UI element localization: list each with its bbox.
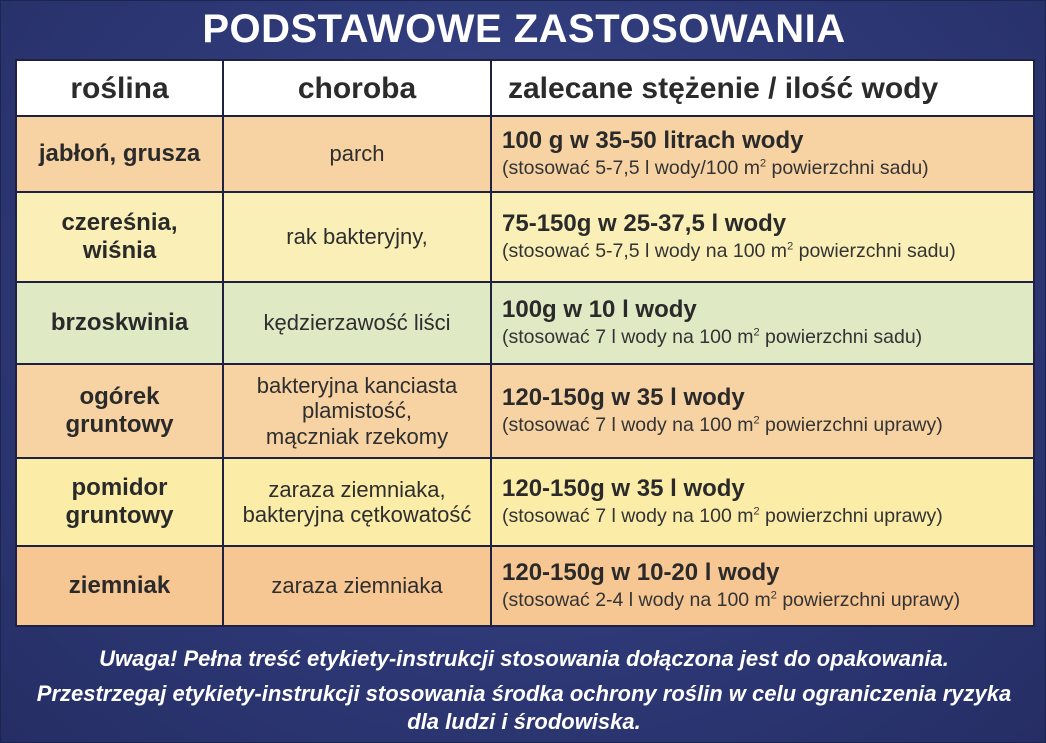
dose-note: (stosować 2-4 l wody na 100 $m^2$ powierzchni uprawy) — [502, 589, 961, 612]
disease-cell — [223, 546, 491, 626]
disease-name: plamistość, — [301, 398, 413, 424]
dose-amount: 100g w 10 l wody — [502, 296, 697, 324]
disease-name: kędzierzawość liści — [263, 310, 451, 336]
dose-note: (stosować 5-7,5 l wody na 100 $m^2$ powierzchni sadu) — [502, 240, 956, 263]
disease-cell — [223, 116, 491, 192]
plant-name: gruntowy — [65, 411, 174, 438]
header-dose: zalecane stężenie / ilość wody — [491, 60, 1034, 116]
disease-name: bakteryjna cętkowatość — [242, 502, 472, 527]
plant-cell — [16, 116, 223, 192]
table-row — [16, 364, 1034, 458]
safety-note-line: dla ludzi i środowiska. — [407, 708, 641, 734]
dose-amount: 100 g w 35-50 litrach wody — [502, 127, 804, 155]
table-row — [16, 282, 1034, 364]
plant-cell — [16, 192, 223, 282]
disease-name: parch — [329, 141, 385, 167]
disease-name: mączniak rzekomy — [265, 423, 449, 449]
plant-name: pomidor — [71, 474, 168, 502]
table-header-row — [16, 60, 1034, 116]
warning-note: Uwaga! Pełna treść etykiety-instrukcji stosowania dołączona jest do opakowania. — [99, 646, 949, 671]
disease-cell — [223, 458, 491, 546]
disease-name: zaraza ziemniaka, — [268, 476, 446, 502]
dose-amount: 120-150g w 35 l wody — [502, 384, 745, 412]
header-disease: choroba — [223, 60, 491, 116]
plant-name: czereśnia, — [61, 209, 178, 237]
dose-note: (stosować 7 l wody na 100 $m^2$ powierzchni uprawy) — [502, 505, 943, 528]
usage-table — [15, 59, 1035, 627]
plant-name: ogórek — [79, 383, 160, 411]
plant-name: gruntowy — [65, 502, 174, 529]
safety-note-line: Przestrzegaj etykiety-instrukcji stosowania środka ochrony roślin w celu ograniczenia ryzyka — [36, 681, 1012, 706]
table-row — [16, 192, 1034, 282]
table-row — [16, 546, 1034, 626]
dose-amount: 120-150g w 10-20 l wody — [502, 559, 780, 587]
table-row — [16, 116, 1034, 192]
page-title: PODSTAWOWE ZASTOSOWANIA — [202, 7, 846, 51]
safety-note — [1, 680, 1046, 735]
dose-amount: 75-150g w 25-37,5 l wody — [502, 210, 787, 238]
dose-amount: 120-150g w 35 l wody — [502, 475, 745, 503]
dose-cell — [491, 282, 1034, 364]
dose-cell — [491, 364, 1034, 458]
disease-cell — [223, 282, 491, 364]
dose-note: (stosować 5-7,5 l wody/100 $m^2$ powierzchni sadu) — [502, 157, 929, 180]
disease-cell — [223, 192, 491, 282]
dose-cell — [491, 546, 1034, 626]
dose-cell — [491, 458, 1034, 546]
header-plant: roślina — [16, 60, 223, 116]
plant-name: jabłoń, grusza — [38, 140, 201, 168]
plant-name: brzoskwinia — [50, 309, 189, 337]
plant-name: ziemniak — [68, 572, 171, 600]
plant-name: wiśnia — [82, 237, 157, 264]
dose-cell — [491, 116, 1034, 192]
disease-cell — [223, 364, 491, 458]
dose-note: (stosować 7 l wody na 100 $m^2$ powierzchni sadu) — [502, 326, 923, 349]
table-row — [16, 458, 1034, 546]
plant-cell — [16, 282, 223, 364]
disease-name: rak bakteryjny, — [286, 224, 428, 250]
disease-name: bakteryjna kanciasta — [256, 373, 458, 399]
plant-cell — [16, 546, 223, 626]
plant-cell — [16, 458, 223, 546]
dose-note: (stosować 7 l wody na 100 $m^2$ powierzchni uprawy) — [502, 414, 943, 437]
plant-cell — [16, 364, 223, 458]
disease-name: zaraza ziemniaka — [271, 573, 443, 599]
dose-cell — [491, 192, 1034, 282]
